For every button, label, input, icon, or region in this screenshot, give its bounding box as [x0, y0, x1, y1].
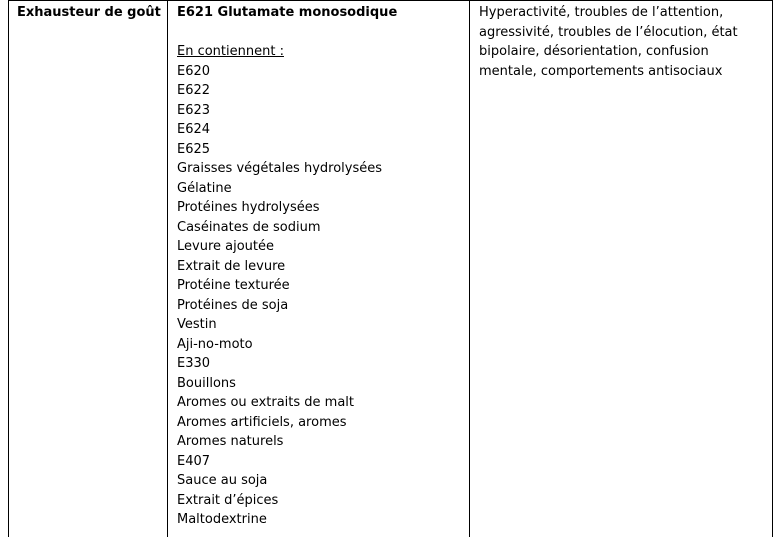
list-item: Protéines hydrolysées: [177, 200, 320, 215]
list-item: Extrait d’épices: [177, 492, 279, 508]
list-item: E625: [177, 141, 211, 157]
additive-cell: [177, 3, 467, 530]
list-item: Aji-no-moto: [177, 336, 253, 352]
list-item: Vestin: [177, 317, 217, 332]
list-item: Graisses végétales hydrolysées: [177, 161, 383, 176]
list-item: E624: [177, 122, 211, 137]
list-item: Levure ajoutée: [177, 239, 274, 254]
list-item: Gélatine: [177, 180, 232, 196]
column-divider-1: [167, 0, 168, 537]
list-item: Aromes ou extraits de malt: [177, 395, 355, 410]
table-left-border: [8, 0, 9, 537]
list-item: Aromes artificiels, aromes: [177, 414, 347, 430]
effects-cell: [479, 3, 764, 81]
list-item: E620: [177, 63, 211, 79]
effects-line: mentale, comportements antisociaux: [479, 63, 723, 79]
list-item: E622: [177, 83, 211, 98]
effects-line: bipolaire, désorientation, confusion: [479, 44, 709, 59]
list-item: E330: [177, 356, 211, 371]
list-item: Caséinates de sodium: [177, 219, 321, 235]
list-item: Bouillons: [177, 375, 236, 391]
list-item: Aromes naturels: [177, 434, 284, 449]
list-item: Protéines de soja: [177, 297, 289, 313]
effects-line: agressivité, troubles de l’élocution, état: [479, 24, 738, 40]
effects-line: Hyperactivité, troubles de l’attention,: [479, 5, 724, 20]
list-item: Extrait de levure: [177, 258, 286, 274]
table-top-border: [8, 0, 773, 1]
table-right-border: [772, 0, 773, 537]
list-item: E623: [177, 102, 211, 118]
contains-label: En contiennent :: [177, 44, 284, 59]
category-cell: Exhausteur de goût: [17, 5, 161, 20]
ingredient-list: [177, 62, 467, 530]
column-divider-2: [469, 0, 470, 537]
list-item: Sauce au soja: [177, 473, 268, 488]
additive-title: E621 Glutamate monosodique: [177, 5, 398, 20]
list-item: Protéine texturée: [177, 278, 290, 293]
additive-table: [8, 0, 773, 537]
list-item: Maltodextrine: [177, 512, 267, 527]
list-item: E407: [177, 453, 211, 469]
effects-text: [479, 3, 764, 81]
